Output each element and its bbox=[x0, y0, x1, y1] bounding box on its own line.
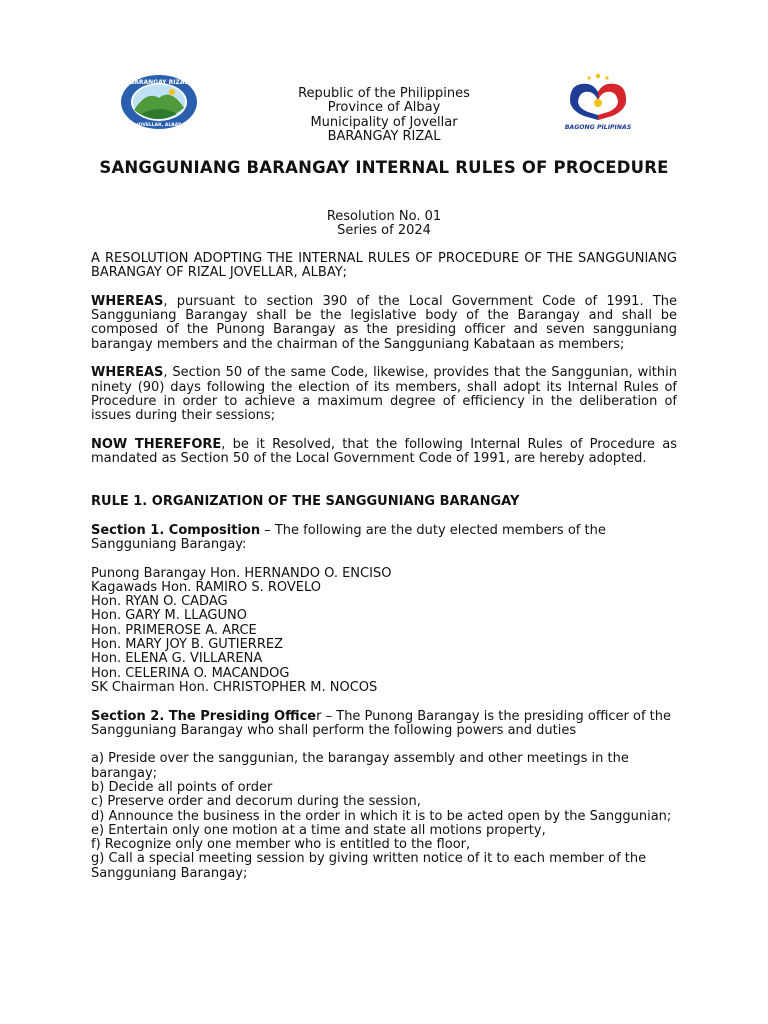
duties-list bbox=[91, 752, 677, 881]
barangay-rizal-seal-icon bbox=[119, 74, 199, 130]
resolution-series: Series of 2024 bbox=[337, 223, 431, 239]
now-therefore-paragraph bbox=[91, 438, 677, 467]
document-title: SANGGUNIANG BARANGAY INTERNAL RULES OF PROCEDURE bbox=[99, 158, 669, 177]
resolution-block bbox=[220, 210, 548, 239]
list-item: g) Call a special meeting session by giving written notice of it to each member of the Sangguniang Barangay; bbox=[91, 851, 647, 881]
section-1-lead: Section 1. Composition bbox=[91, 522, 261, 538]
list-item: b) Decide all points of order bbox=[91, 779, 273, 795]
letterhead bbox=[220, 87, 548, 144]
section-1-text: – The following are the duty elected members of the Sangguniang Barangay: bbox=[91, 522, 606, 552]
whereas-paragraph-1 bbox=[91, 295, 677, 352]
list-item: Hon. PRIMEROSE A. ARCE bbox=[91, 622, 257, 638]
list-item: Hon. MARY JOY B. GUTIERREZ bbox=[91, 637, 283, 653]
list-item: Punong Barangay Hon. HERNANDO O. ENCISO bbox=[91, 565, 392, 581]
list-item: Hon. GARY M. LLAGUNO bbox=[91, 608, 247, 624]
list-item: a) Preside over the sanggunian, the barangay assembly and other meetings in the barangay; bbox=[91, 751, 629, 781]
header-province: Province of Albay bbox=[327, 100, 441, 116]
seal-top-text: BARANGAY RIZAL bbox=[129, 79, 189, 86]
section-2-paragraph bbox=[91, 710, 677, 739]
list-item: Hon. CELERINA O. MACANDOG bbox=[91, 665, 290, 681]
resolution-number: Resolution No. 01 bbox=[326, 209, 442, 224]
header-republic: Republic of the Philippines bbox=[298, 86, 470, 101]
header-municipality: Municipality of Jovellar bbox=[310, 114, 458, 130]
list-item: Kagawads Hon. RAMIRO S. ROVELO bbox=[91, 579, 321, 595]
whereas-lead: WHEREAS bbox=[91, 293, 164, 309]
rule-1-heading: RULE 1. ORGANIZATION OF THE SANGGUNIANG BARANGAY bbox=[91, 494, 520, 510]
now-therefore-lead: NOW THEREFORE bbox=[91, 436, 222, 452]
whereas-text: , pursuant to section 390 of the Local Government Code of 1991. The Sangguniang Barangay shall be the legislative body of the Barangay and shall be composed of the Punong Barangay as the presiding officer and seven sangguniang barangay members and the chairman of the Sangguniang Kabataan as members; bbox=[91, 293, 677, 352]
header-barangay: BARANGAY RIZAL bbox=[327, 128, 441, 144]
section-1-paragraph bbox=[91, 524, 677, 553]
whereas-lead: WHEREAS bbox=[91, 365, 164, 381]
intro-paragraph: A RESOLUTION ADOPTING THE INTERNAL RULES OF PROCEDURE OF THE SANGGUNIANG BARANGAY OF RIZAL JOVELLAR, ALBAY; bbox=[91, 251, 677, 281]
whereas-paragraph-2 bbox=[91, 366, 677, 423]
list-item: SK Chairman Hon. CHRISTOPHER M. NOCOS bbox=[91, 679, 378, 695]
section-2-text: – The Punong Barangay is the presiding officer of the Sangguniang Barangay who shall perform the following powers and duties bbox=[91, 708, 672, 738]
now-therefore-text: , be it Resolved, that the following Internal Rules of Procedure as mandated as Section 50 of the Local Government Code of 1991, are hereby adopted. bbox=[91, 436, 677, 467]
bagong-pilipinas-logo-icon bbox=[556, 68, 640, 132]
list-item: Hon. RYAN O. CADAG bbox=[91, 594, 228, 610]
list-item: e) Entertain only one motion at a time and state all motions property, bbox=[91, 822, 546, 838]
list-item: c) Preserve order and decorum during the session, bbox=[91, 794, 421, 810]
whereas-text: , Section 50 of the same Code, likewise, provides that the Sanggunian, within ninety (90) days following the election of its members, shall adopt its Internal Rules of Procedure in order to achieve a maximum degree of efficiency in the deliberation of issues during their sessions; bbox=[91, 365, 677, 424]
members-list bbox=[91, 567, 677, 696]
bagong-pilipinas-text: BAGONG PILIPINAS bbox=[564, 124, 632, 131]
document-body bbox=[91, 252, 677, 881]
seal-bottom-text: JOVELLAR, ALBAY bbox=[136, 123, 182, 128]
list-item: Hon. ELENA G. VILLARENA bbox=[91, 651, 263, 667]
section-2-lead: Section 2. The Presiding Office bbox=[91, 708, 317, 724]
list-item: d) Announce the business in the order in which it is to be acted open by the Sanggunian; bbox=[91, 808, 672, 824]
section-2-lead-tail: r bbox=[316, 708, 322, 724]
list-item: f) Recognize only one member who is entitled to the floor, bbox=[91, 837, 471, 853]
